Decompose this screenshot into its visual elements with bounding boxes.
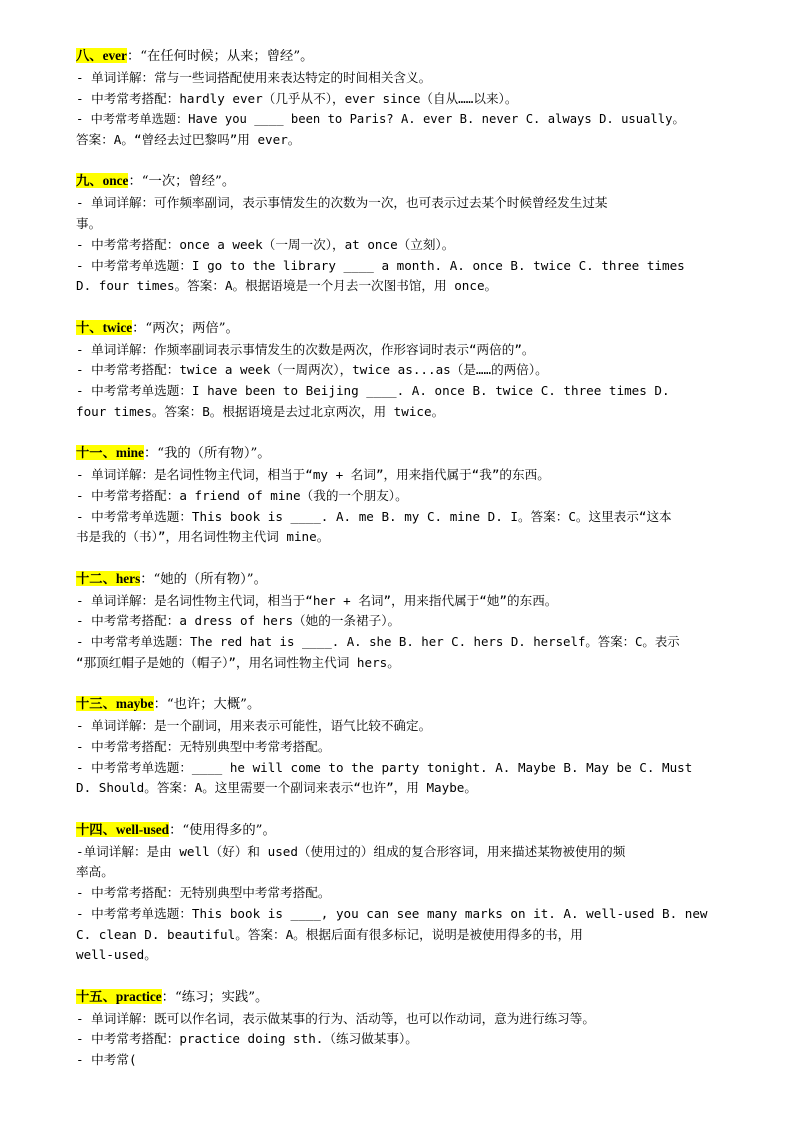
vocab-entry-mine	[76, 443, 766, 548]
entry-line: - 中考常考搭配：once a week（一周一次），at once（立刻）。	[76, 236, 455, 252]
entry-line: - 单词详解：是名词性物主代词，相当于“my + 名词”，用来指代属于“我”的东西。	[76, 467, 550, 483]
entry-line: - 中考常考搭配：twice a week（一周两次），twice as...as（是……的两倍）。	[76, 362, 548, 378]
entry-line: - 单词详解：是一个副词，用来表示可能性，语气比较不确定。	[76, 718, 432, 734]
entry-line: “那顶红帽子是她的（帽子）”，用名词性物主代词 hers。	[76, 654, 400, 670]
entry-line: D. Should。答案：A。这里需要一个副词来表示“也许”，用 Maybe。	[76, 780, 477, 796]
entry-heading: 十、twice	[76, 319, 133, 335]
entry-line: - 中考常考单选题：I have been to Beijing ____. A. once B. twice C. three times D.	[76, 383, 670, 399]
entry-line: - 中考常考单选题：I go to the library ____ a month. A. once B. twice C. three times	[76, 257, 685, 273]
entry-meaning: ：“两次；两倍”。	[132, 320, 239, 336]
entry-heading: 十三、maybe	[76, 696, 154, 712]
vocab-entry-hers	[76, 569, 766, 674]
entry-line: - 中考常考搭配：practice doing sth.（练习做某事）。	[76, 1031, 418, 1047]
entry-line: - 中考常考单选题：This book is ____, you can see many marks on it. A. well-used B. new	[76, 905, 708, 921]
entry-line: - 单词详解：可作频率副词，表示事情发生的次数为一次，也可表示过去某个时候曾经发生过某	[76, 195, 608, 211]
entry-line: 率高。	[76, 864, 114, 880]
entry-meaning: ：“也许；大概”。	[153, 697, 261, 713]
vocab-entry-once	[76, 171, 766, 297]
entry-line: - 中考常考搭配：无特别典型中考常考搭配。	[76, 738, 331, 754]
entry-line: - 单词详解：常与一些词搭配使用来表达特定的时间相关含义。	[76, 69, 432, 85]
vocab-entry-practice	[76, 987, 766, 1071]
entry-heading: 十四、well-used	[76, 821, 170, 837]
vocab-entry-twice	[76, 318, 766, 423]
entry-line: - 中考常考单选题：Have you ____ been to Paris? A. ever B. never C. always D. usually。	[76, 112, 685, 127]
entry-meaning: ：“一次；曾经”。	[128, 174, 236, 190]
entry-line: - 中考常考搭配：hardly ever（几乎从不），ever since（自从……以来）。	[76, 90, 518, 106]
entry-line: 书是我的（书）”，用名词性物主代词 mine。	[76, 529, 330, 545]
entry-line: four times。答案：B。根据语境是去过北京两次，用 twice。	[76, 403, 445, 419]
entry-line: D. four times。答案：A。根据语境是一个月去一次图书馆，用 once。	[76, 278, 498, 294]
entry-meaning: ：“她的（所有物）”。	[140, 571, 267, 587]
entry-line: - 单词详解：作频率副词表示事情发生的次数是两次，作形容词时表示“两倍的”。	[76, 341, 535, 357]
entry-line: - 中考常(	[76, 1052, 137, 1068]
entry-line: - 中考常考单选题：____ he will come to the party tonight. A. Maybe B. May be C. Must	[76, 759, 693, 775]
vocab-entry-well-used	[76, 820, 766, 967]
entry-meaning: ：“使用得多的”。	[169, 822, 276, 838]
entry-line: 事。	[76, 216, 102, 232]
entry-line: - 中考常考单选题：This book is ____. A. me B. my C. mine D. I。答案：C。这里表示“这本	[76, 508, 672, 524]
vocab-entry-maybe	[76, 694, 766, 799]
entry-heading: 十五、practice	[76, 988, 162, 1004]
entry-heading: 十二、hers	[76, 570, 141, 586]
entry-line: well-used。	[76, 947, 157, 963]
entry-line: -单词详解：是由 well（好）和 used（使用过的）组成的复合形容词，用来描述某物被使用的频	[76, 843, 626, 859]
entry-line: - 中考常考单选题：The red hat is ____. A. she B. her C. hers D. herself。答案：C。表示	[76, 634, 680, 650]
entry-line: - 中考常考搭配：a dress of hers（她的一条裙子）。	[76, 613, 401, 629]
entry-line: C. clean D. beautiful。答案：A。根据后面有很多标记，说明是被使用得多的书，用	[76, 926, 583, 942]
document-page	[76, 46, 766, 1091]
entry-line: 答案：A。“曾经去过巴黎吗”用 ever。	[76, 132, 301, 148]
entry-heading: 十一、mine	[76, 445, 144, 461]
entry-line: - 中考常考搭配：无特别典型中考常考搭配。	[76, 885, 331, 901]
entry-line: - 中考常考搭配：a friend of mine（我的一个朋友）。	[76, 487, 408, 503]
entry-meaning: ：“练习；实践”。	[161, 989, 269, 1005]
entry-meaning: ：“在任何时候；从来；曾经”。	[126, 49, 314, 64]
entry-heading: 八、ever	[76, 48, 127, 63]
entry-heading: 九、once	[76, 173, 129, 189]
vocab-entry-ever	[76, 46, 766, 151]
entry-meaning: ：“我的（所有物）”。	[143, 446, 271, 462]
entry-line: - 单词详解：是名词性物主代词，相当于“her + 名词”，用来指代属于“她”的东西。	[76, 592, 558, 608]
entry-line: - 单词详解：既可以作名词，表示做某事的行为、活动等，也可以作动词，意为进行练习等。	[76, 1010, 595, 1026]
